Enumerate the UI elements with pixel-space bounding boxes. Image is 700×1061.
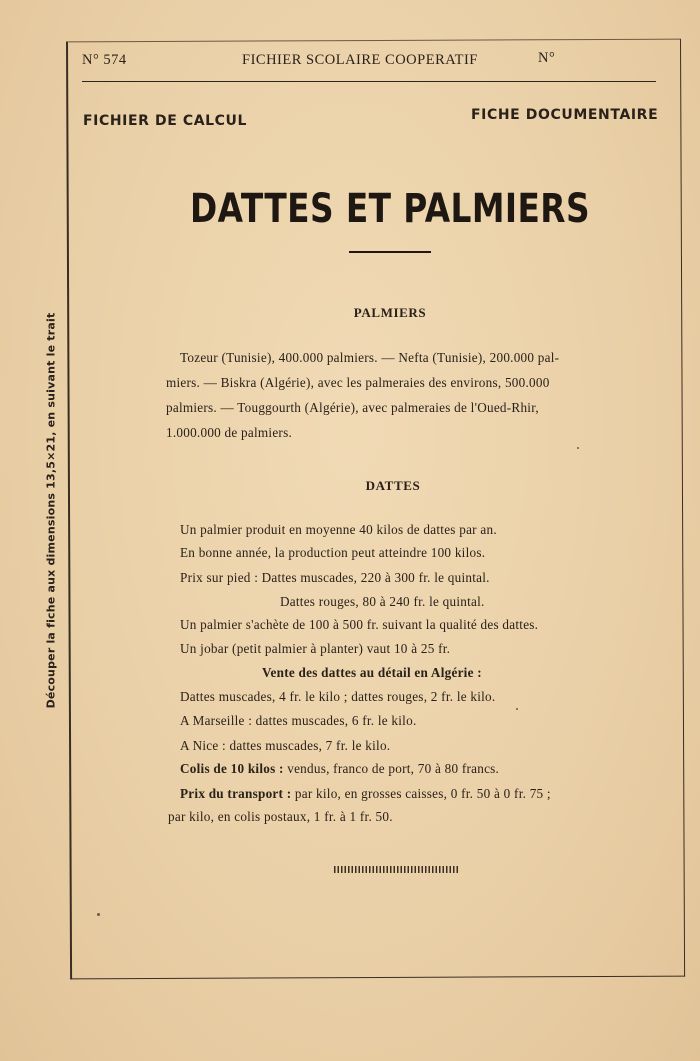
transport-label: Prix du transport :	[180, 786, 292, 801]
paper-speck	[577, 447, 579, 449]
paper-speck	[516, 708, 518, 710]
title-underline	[349, 251, 431, 253]
paper-speck	[97, 913, 100, 916]
text-line: Un palmier s'achète de 100 à 500 fr. suivant la qualité des dattes.	[180, 617, 539, 632]
end-ornament	[334, 866, 458, 873]
text-line: Prix sur pied : Dattes muscades, 220 à 300 fr. le quintal.	[180, 570, 490, 585]
type-label: FICHE DOCUMENTAIRE	[471, 107, 659, 123]
page-title: DATTES ET PALMIERS	[189, 186, 591, 232]
publication-title: FICHIER SCOLAIRE COOPERATIF	[242, 52, 478, 68]
text-line: Un jobar (petit palmier à planter) vaut 10 à 25 fr.	[180, 641, 451, 656]
paragraph-line: palmiers. — Touggourth (Algérie), avec palmeraies de l'Oued-Rhir,	[166, 400, 539, 415]
category-label: FICHIER DE CALCUL	[83, 113, 248, 129]
text-line: A Nice : dattes muscades, 7 fr. le kilo.	[180, 738, 391, 753]
colis-label: Colis de 10 kilos :	[180, 761, 284, 776]
paragraph-line: 1.000.000 de palmiers.	[166, 425, 292, 440]
text-line: Un palmier produit en moyenne 40 kilos de dattes par an.	[180, 522, 497, 537]
paragraph-line: Tozeur (Tunisie), 400.000 palmiers. — Nefta (Tunisie), 200.000 pal-	[180, 350, 560, 365]
transport-text: par kilo, en grosses caisses, 0 fr. 50 à 0 fr. 75 ;	[291, 786, 551, 801]
text-line: par kilo, en colis postaux, 1 fr. à 1 fr. 50.	[168, 809, 393, 824]
page-frame	[66, 39, 685, 980]
sheet-number-blank: N°	[538, 50, 556, 66]
text-line	[180, 786, 551, 802]
header-rule	[82, 81, 656, 82]
header	[82, 50, 656, 74]
text-line: Dattes rouges, 80 à 240 fr. le quintal.	[280, 594, 485, 609]
subheading: Vente des dattes au détail en Algérie :	[262, 665, 482, 680]
side-note-text: Découper la fiche aux dimensions 13,5×21, en suivant le trait	[44, 312, 58, 709]
sheet-number: N° 574	[82, 52, 127, 68]
text-line: Dattes muscades, 4 fr. le kilo ; dattes rouges, 2 fr. le kilo.	[180, 689, 496, 704]
paragraph-line: miers. — Biskra (Algérie), avec les palmeraies des environs, 500.000	[166, 375, 550, 390]
section-heading-palmiers: PALMIERS	[353, 305, 427, 320]
section-heading-dattes: DATTES	[365, 478, 421, 493]
text-line: En bonne année, la production peut atteindre 100 kilos.	[180, 545, 486, 560]
text-line	[180, 761, 499, 777]
text-line: A Marseille : dattes muscades, 6 fr. le kilo.	[180, 713, 417, 728]
colis-text: vendus, franco de port, 70 à 80 francs.	[283, 761, 500, 776]
